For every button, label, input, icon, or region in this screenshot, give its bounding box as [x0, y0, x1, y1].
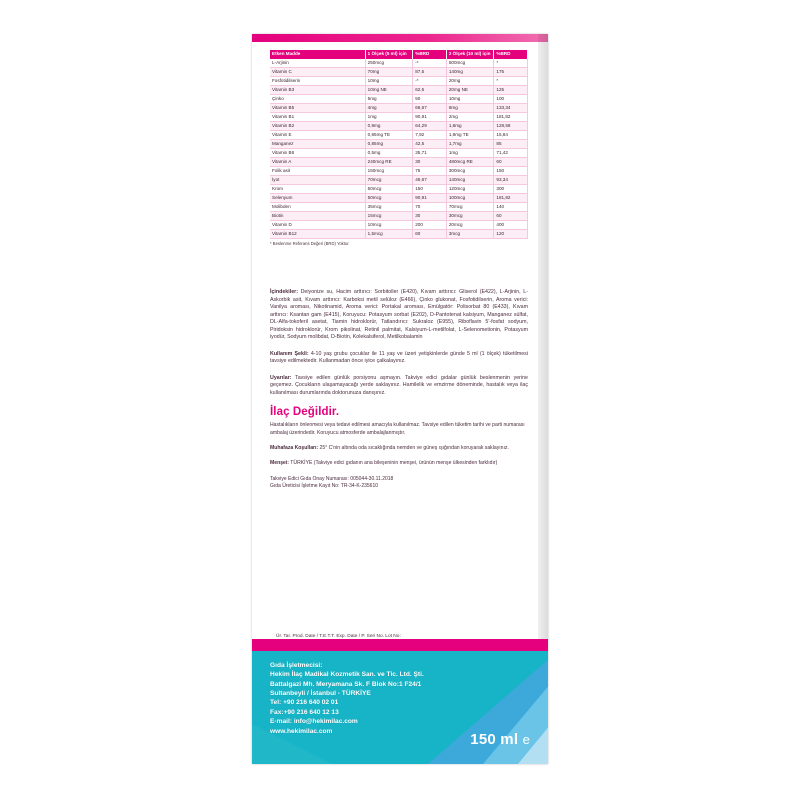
cell-value: 15,84 — [494, 131, 528, 140]
cell-value: 87,5 — [413, 68, 447, 77]
origin-paragraph — [270, 460, 528, 467]
estimated-sign: e — [522, 732, 530, 747]
cell-value: 20mg — [446, 77, 494, 86]
cell-ingredient: Fosfotidilserin — [270, 77, 365, 86]
company-tel: Tel: +90 216 640 02 01 — [270, 699, 339, 707]
table-footnote: * Beslenme Referans Değeri (BRD) Yoktur. — [270, 241, 350, 247]
cell-value: 10mcg — [365, 221, 413, 230]
ingredients-text: Deiyonize su, Hacim arttırıcı: Sorbitoller (E420), Kıvam arttırıcı: Gliserol (E422), L-Arjinin, L-Askorbik asit, Kıvam arttırıcı: Karboksi metil selüloz (E466), Çinko glukonat, Fosfotidilserin, Aroma verici: Vanilya aroması, Nikotinamid, Aroma verici: Portakal aroması, Emülgatör: Polisorbat 80 (E433), Kıvam arttırıcı: Ksantan gam (E415), Koruyucu: Potasyum sorbat (E202), D-Pantotenat kalsiyum, Manganez sülfat, DL-Alfa-tokoferil asetat, Tiamin hidroklorür, Tatlandırıcı: Sukraloz (E955), Riboflavin 5'-fosfat sodyum, Piridoksin hidroklorür, Krom pikolinat, Retinil palmitat, Kalsiyum-L-metilfolat, L-Selenometionin, Potasyum iyodür, Sodyum molibdat, D-Biotin, Kolekalsiferol, Metilkobalamin — [270, 289, 528, 341]
company-name: Hekim İlaç Madikal Kozmetik San. ve Tic. Ltd. Şti. — [270, 671, 424, 679]
cell-value: 64,29 — [413, 122, 447, 131]
company-email: E-mail: info@hekimilac.com — [270, 718, 358, 726]
cell-ingredient: Vitamin B1 — [270, 113, 365, 122]
cell-ingredient: İyot — [270, 176, 365, 185]
company-address-2: Sultanbeyli / İstanbul - TÜRKİYE — [270, 690, 371, 698]
approval-number: Takviye Edici Gıda Onay Numarası: 005044-30.11.2018 — [270, 475, 394, 482]
cell-value: 90,91 — [413, 194, 447, 203]
cell-value: 200 — [413, 221, 447, 230]
cell-value: 8mg — [446, 104, 494, 113]
not-a-medicine-body: Hastalıkların önlenmesi veya tedavi edilmesi amacıyla kullanılmaz. Tavsiye edilen tüketim tarihi ve parti numarası ambalaj üzerindedir. Koruyucu atmosferde ambalajlanmıştır. — [270, 422, 525, 436]
cell-value: 4mg — [365, 104, 413, 113]
cell-value: 50 — [413, 95, 447, 104]
cell-value: -* — [413, 59, 447, 68]
cell-ingredient: L-Arjinin — [270, 59, 365, 68]
cell-value: 46,67 — [413, 176, 447, 185]
cell-value: 1,8mg — [446, 122, 494, 131]
table-row — [270, 131, 528, 140]
cell-value: 10mg — [365, 77, 413, 86]
cell-value: 20mcg — [446, 221, 494, 230]
bottom-color-panel — [252, 639, 548, 764]
origin-text: TÜRKİYE (Takviye edici gıdanın ana bileşeninin menşei, ürünün menşe ülkesinden farklıdır) — [288, 460, 498, 467]
table-row — [270, 212, 528, 221]
cell-value: 7,92 — [413, 131, 447, 140]
cell-value: 1,5mcg — [365, 230, 413, 239]
cell-value: 60 — [494, 158, 528, 167]
decorative-triangle-3 — [518, 679, 548, 764]
cell-value: 1mg — [365, 113, 413, 122]
cell-value: 42,5 — [413, 140, 447, 149]
usage-paragraph — [270, 351, 528, 366]
cell-ingredient: Vitamin A — [270, 158, 365, 167]
table-row — [270, 68, 528, 77]
producer-registration-number: Gıda Üreticisi İşletme Kayıt No: TR-34-K-235610 — [270, 483, 379, 490]
table-row — [270, 149, 528, 158]
company-label: Gıda İşletmecisi: — [270, 662, 323, 669]
nutrition-table-body — [270, 59, 528, 239]
table-row — [270, 230, 528, 239]
company-website: www.hekimilac.com — [270, 727, 333, 735]
usage-label: Kullanım Şekli: — [270, 350, 309, 357]
cell-value: 140mg — [446, 68, 494, 77]
cell-value: 181,82 — [494, 113, 528, 122]
table-row — [270, 185, 528, 194]
cell-value: 85 — [494, 140, 528, 149]
cell-ingredient: Vitamin B6 — [270, 149, 365, 158]
cell-value: 70mcg — [365, 176, 413, 185]
cell-value: 30 — [413, 212, 447, 221]
cell-value: 0,9mg — [365, 122, 413, 131]
cell-value: 125 — [494, 86, 528, 95]
table-row — [270, 158, 528, 167]
net-volume-value: 150 ml — [470, 731, 519, 748]
not-a-medicine-title: İlaç Değildir. — [270, 406, 340, 419]
cell-value: 150 — [413, 185, 447, 194]
company-block — [270, 661, 485, 736]
cell-ingredient: Manganez — [270, 140, 365, 149]
cell-value: 150 — [494, 167, 528, 176]
cell-value: 30 — [413, 158, 447, 167]
cell-value: 480mcg RE — [446, 158, 494, 167]
net-volume — [470, 731, 530, 748]
cell-value: 62,5 — [413, 86, 447, 95]
cell-ingredient: Folik asit — [270, 167, 365, 176]
table-row — [270, 104, 528, 113]
cell-value: 3mcg — [446, 230, 494, 239]
table-row — [270, 221, 528, 230]
cell-value: 15mcg — [365, 212, 413, 221]
cell-ingredient: Vitamin C — [270, 68, 365, 77]
cell-ingredient: Çinko — [270, 95, 365, 104]
cell-value: 300mcg — [446, 167, 494, 176]
ingredients-paragraph — [270, 289, 528, 342]
table-row — [270, 194, 528, 203]
cell-value: 128,58 — [494, 122, 528, 131]
top-pink-strip — [252, 34, 548, 42]
origin-label: Menşei: — [270, 460, 289, 467]
cell-value: 20mg NE — [446, 86, 494, 95]
cell-value: 30mcg — [446, 212, 494, 221]
th-dose-1: 1 Ölçek (5 ml) için — [365, 50, 413, 59]
th-brd-1: %BRD — [413, 50, 447, 59]
cell-ingredient: Vitamin E — [270, 131, 365, 140]
cell-value: 1,7mg — [446, 140, 494, 149]
cell-value: 240mcg RE — [365, 158, 413, 167]
th-ingredient: Etken Madde — [270, 50, 365, 59]
cell-value: 140 — [494, 203, 528, 212]
table-row — [270, 113, 528, 122]
table-row — [270, 203, 528, 212]
cell-value: 500mcg — [446, 59, 494, 68]
cell-value: -* — [413, 77, 447, 86]
cell-value: 300 — [494, 185, 528, 194]
cell-value: 60 — [494, 212, 528, 221]
cell-value: 181,82 — [494, 194, 528, 203]
cell-value: 71,42 — [494, 149, 528, 158]
table-row — [270, 59, 528, 68]
cell-value: 0,95mg TE — [365, 131, 413, 140]
nutrition-table — [270, 50, 528, 239]
cell-value: 60mcg — [365, 185, 413, 194]
label-text-body — [270, 289, 528, 491]
cell-value: 0,5mg — [365, 149, 413, 158]
cell-value: * — [494, 77, 528, 86]
warnings-text: Tavsiye edilen günlük porsiyonu aşmayın. Takviye edici gıdalar günlük beslenmenin yerine geçemez. Çocukların ulaşamayacağı yerde saklayınız. Hamilelik ve emzirme döneminde, hastalık veya ilaç kullanılması durumlarında doktorunuza danışınız. — [270, 374, 528, 396]
cell-ingredient: Krom — [270, 185, 365, 194]
cell-value: 1,9mg TE — [446, 131, 494, 140]
warnings-label: Uyarılar: — [270, 374, 292, 381]
cell-ingredient: Molibden — [270, 203, 365, 212]
table-row — [270, 122, 528, 131]
cell-value: 5mg — [365, 95, 413, 104]
storage-text: 25° C'nin altında oda sıcaklığında nemden ve güneş ışığından koruyarak saklayınız. — [318, 444, 509, 451]
cell-value: 150mcg — [365, 167, 413, 176]
magenta-band — [252, 639, 548, 651]
cell-value: 35mcg — [365, 203, 413, 212]
table-row — [270, 86, 528, 95]
cell-value: 0,85mg — [365, 140, 413, 149]
table-row — [270, 95, 528, 104]
cell-value: 133,34 — [494, 104, 528, 113]
cell-value: 175 — [494, 68, 528, 77]
cell-value: 400 — [494, 221, 528, 230]
cell-value: 60 — [413, 230, 447, 239]
table-row — [270, 140, 528, 149]
cell-ingredient: Vitamin B5 — [270, 104, 365, 113]
company-address-1: Battalgazi Mh. Meryamana Sk. F Blok No:1 F24/1 — [270, 680, 422, 688]
th-dose-2: 2 Ölçek (10 ml) için — [446, 50, 494, 59]
cell-ingredient: Vitamin B12 — [270, 230, 365, 239]
cell-value: * — [494, 59, 528, 68]
table-header-row — [270, 50, 528, 59]
cell-value: 70 — [413, 203, 447, 212]
cell-ingredient: Selenyum — [270, 194, 365, 203]
cell-value: 1mg — [446, 149, 494, 158]
cell-value: 66,67 — [413, 104, 447, 113]
cell-value: 120 — [494, 230, 528, 239]
cell-value: 250mcg — [365, 59, 413, 68]
storage-paragraph — [270, 445, 528, 452]
cell-value: 93,34 — [494, 176, 528, 185]
cell-value: 35,71 — [413, 149, 447, 158]
cell-value: 140mcg — [446, 176, 494, 185]
cell-ingredient: Vitamin B3 — [270, 86, 365, 95]
cell-value: 50mcg — [365, 194, 413, 203]
company-fax: Fax:+90 216 640 12 13 — [270, 708, 339, 716]
cell-value: 75 — [413, 167, 447, 176]
nutrition-table-wrapper — [270, 50, 528, 246]
cell-value: 10mg — [446, 95, 494, 104]
ingredients-label: İçindekiler: — [270, 289, 298, 295]
storage-label: Muhafaza Koşulları: — [270, 444, 319, 451]
cell-value: 90,91 — [413, 113, 447, 122]
cell-value: 100mcg — [446, 194, 494, 203]
cell-value: 120mcg — [446, 185, 494, 194]
cell-value: 10mg NE — [365, 86, 413, 95]
th-brd-2: %BRD — [494, 50, 528, 59]
cell-ingredient: Biotin — [270, 212, 365, 221]
product-carton-back-panel — [252, 34, 548, 764]
warnings-paragraph — [270, 375, 528, 398]
cell-value: 70mcg — [446, 203, 494, 212]
usage-text: 4-10 yaş grubu çocuklar ile 11 yaş ve üzeri yetişkinlerde günde 5 ml (1 ölçek) tüketilmesi tavsiye edilmektedir. Kullanmadan önce iyice çalkalayınız. — [270, 350, 528, 365]
cell-value: 70mg — [365, 68, 413, 77]
cell-ingredient: Vitamin B2 — [270, 122, 365, 131]
table-row — [270, 167, 528, 176]
cell-value: 100 — [494, 95, 528, 104]
cell-value: 2mg — [446, 113, 494, 122]
cell-ingredient: Vitamin D — [270, 221, 365, 230]
table-row — [270, 77, 528, 86]
table-row — [270, 176, 528, 185]
batch-date-label: Ür. Tar. Prod. Date / T.E.T.T. Exp. Date / P. Seri No. Lot No: — [276, 634, 401, 639]
